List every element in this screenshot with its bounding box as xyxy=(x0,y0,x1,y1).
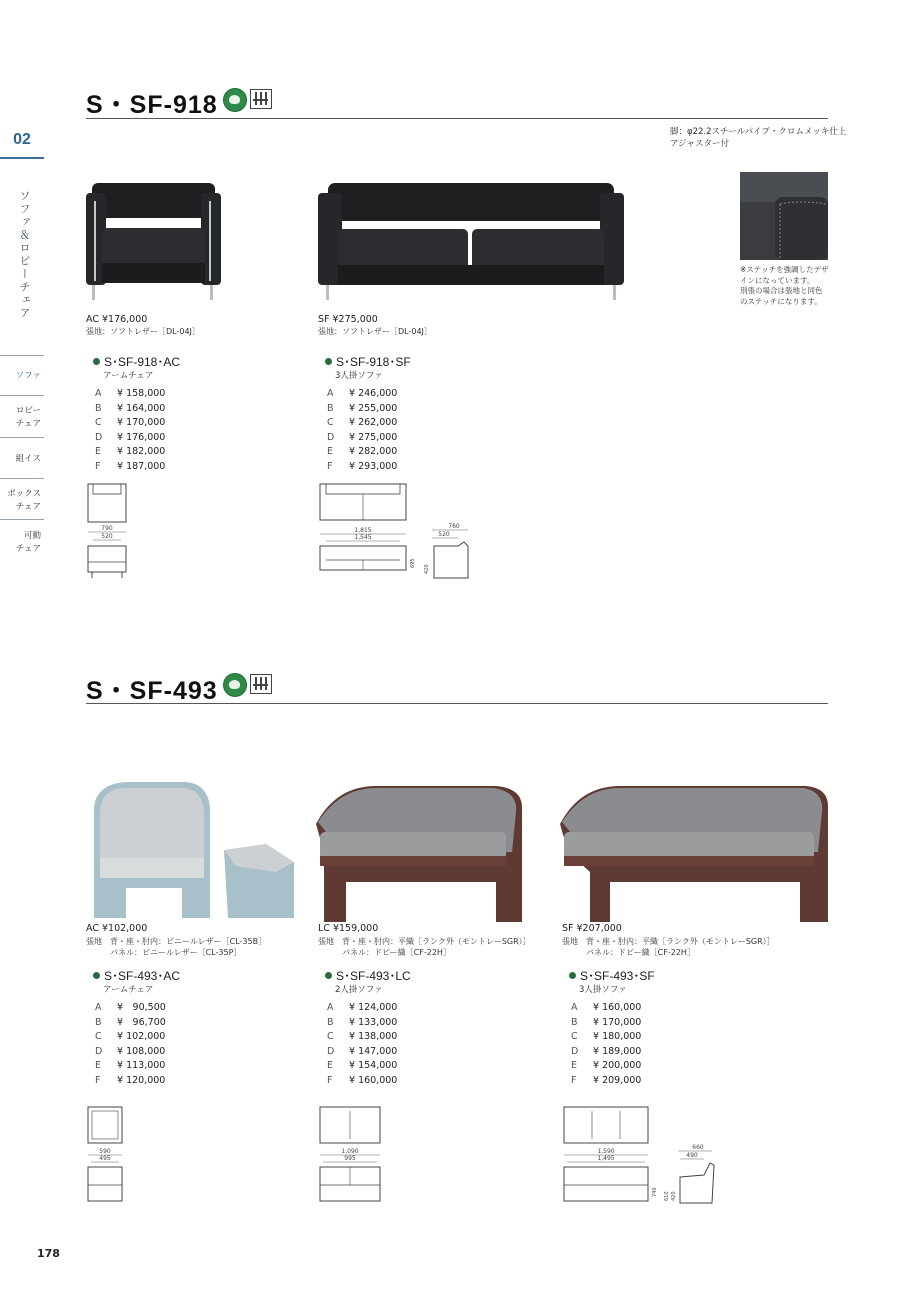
chapter-number: 02 xyxy=(0,125,44,159)
grade-row: A ¥ 246,000 xyxy=(327,388,398,399)
sidebar-item-lobby-chair[interactable]: ロビー チェア xyxy=(15,406,41,429)
stitch-detail-photo xyxy=(740,172,828,260)
loveseat-dimension-drawing xyxy=(318,1105,388,1210)
model-code: S･SF-918･AC xyxy=(93,353,180,370)
grade-row: E ¥ 182,000 xyxy=(95,446,166,457)
model-code: S･SF-493･SF xyxy=(569,967,655,984)
grade-row: A ¥ 124,000 xyxy=(327,1002,398,1013)
green-purchase-icon xyxy=(250,674,272,694)
grade-row: D ¥ 147,000 xyxy=(327,1045,398,1057)
grade-row: B ¥ 164,000 xyxy=(95,402,166,414)
svg-text:420: 420 xyxy=(424,564,430,574)
grade-row: E ¥ 113,000 xyxy=(95,1060,166,1071)
grade-row: C ¥ 138,000 xyxy=(327,1031,398,1042)
sofa-photo xyxy=(318,183,624,303)
model-description: 2人掛ソファ xyxy=(335,985,383,995)
price-line: LC ¥159,000 xyxy=(318,923,379,934)
model-code: S･SF-493･AC xyxy=(93,967,180,984)
grade-row: B ¥ 255,000 xyxy=(327,402,398,414)
grade-row: F ¥ 120,000 xyxy=(95,1074,166,1086)
svg-text:1,495: 1,495 xyxy=(597,1155,615,1162)
armchair-dimension-drawing xyxy=(86,482,131,582)
grade-row: E ¥ 154,000 xyxy=(327,1060,398,1071)
grade-row: A ¥ 90,500 xyxy=(95,1002,166,1013)
fabric-spec: 張地 背・座・肘内：平織［ランク外（モントレーSGR）］ パネル：ドビー織［CF-22H］ xyxy=(318,937,531,957)
svg-text:495: 495 xyxy=(99,1155,111,1162)
grade-row: D ¥ 176,000 xyxy=(95,431,166,443)
stitch-note: ※ステッチを強調したデザ インになっています。 別張の場合は張地と同色 のステッチになります。 xyxy=(740,265,829,306)
armchair-photo xyxy=(86,778,298,924)
price-line: SF ¥207,000 xyxy=(562,923,622,934)
sofa-dimension-drawing xyxy=(562,1105,722,1210)
model-description: アームチェア xyxy=(103,985,154,995)
grade-row: F ¥ 160,000 xyxy=(327,1074,398,1086)
fabric-spec: 張地：ソフトレザー［DL-04J］ xyxy=(86,327,200,336)
svg-text:520: 520 xyxy=(101,533,113,540)
grade-row: C ¥ 180,000 xyxy=(571,1031,642,1042)
svg-text:1,815: 1,815 xyxy=(354,527,372,534)
price-line: SF ¥275,000 xyxy=(318,314,378,325)
sofa-photo xyxy=(560,782,830,924)
svg-text:1,090: 1,090 xyxy=(341,1148,359,1155)
grade-row: F ¥ 209,000 xyxy=(571,1074,642,1086)
sofa-dimension-drawing xyxy=(318,482,478,582)
sidebar-item-sofa[interactable]: ソファ xyxy=(15,371,41,381)
grade-price-table xyxy=(95,1001,166,1088)
grade-row: E ¥ 282,000 xyxy=(327,446,398,457)
leg-spec-note: 脚：φ22.2スチールパイプ・クロムメッキ仕上 アジャスター付 xyxy=(670,127,847,149)
grade-row: F ¥ 293,000 xyxy=(327,460,398,472)
fabric-spec: 張地 背・座・肘内：ビニールレザー［CL-35B］ パネル：ビニールレザー［CL-35P］ xyxy=(86,937,267,957)
svg-text:995: 995 xyxy=(344,1155,356,1162)
grade-row: D ¥ 108,000 xyxy=(95,1045,166,1057)
green-purchase-icon xyxy=(250,89,272,109)
svg-text:790: 790 xyxy=(101,525,113,532)
eco-mark-icon xyxy=(223,88,247,112)
svg-text:695: 695 xyxy=(410,558,416,568)
grade-row: C ¥ 170,000 xyxy=(95,417,166,428)
armchair-dimension-drawing xyxy=(86,1105,131,1210)
chapter-category: ソファ＆ロビーチェア xyxy=(18,190,31,320)
series-title: S・SF-493 xyxy=(86,677,218,705)
sidebar-item-box-chair[interactable]: ボックス チェア xyxy=(7,489,41,512)
model-description: アームチェア xyxy=(103,371,154,381)
grade-row: A ¥ 158,000 xyxy=(95,388,166,399)
grade-row: B ¥ 170,000 xyxy=(571,1016,642,1028)
svg-text:740: 740 xyxy=(652,1187,658,1197)
loveseat-photo xyxy=(316,782,524,924)
grade-row: F ¥ 187,000 xyxy=(95,460,166,472)
model-code: S･SF-493･LC xyxy=(325,967,411,984)
svg-text:520: 520 xyxy=(438,531,450,538)
grade-price-table xyxy=(327,1001,397,1088)
fabric-spec: 張地：ソフトレザー［DL-04J］ xyxy=(318,327,432,336)
svg-text:590: 590 xyxy=(99,1148,111,1155)
grade-row: A ¥ 160,000 xyxy=(571,1002,642,1013)
grade-price-table xyxy=(95,387,165,474)
series-title: S・SF-918 xyxy=(86,91,218,119)
price-line: AC ¥102,000 xyxy=(86,923,148,934)
price-line: AC ¥176,000 xyxy=(86,314,148,325)
sidebar-item-stacking-chair[interactable]: 組イス xyxy=(15,454,41,464)
svg-text:1,545: 1,545 xyxy=(354,534,372,541)
svg-text:660: 660 xyxy=(692,1144,704,1151)
armchair-photo xyxy=(86,183,221,303)
grade-price-table xyxy=(327,387,397,474)
svg-text:610: 610 xyxy=(664,1191,670,1201)
grade-price-table xyxy=(571,1001,641,1088)
model-description: 3人掛ソファ xyxy=(579,985,627,995)
grade-row: C ¥ 102,000 xyxy=(95,1031,166,1042)
eco-mark-icon xyxy=(223,673,247,697)
fabric-spec: 張地 背・座・肘内：平織［ランク外（モントレーSGR）］ パネル：ドビー織［CF-22H］ xyxy=(562,937,775,957)
model-description: 3人掛ソファ xyxy=(335,371,383,381)
grade-row: B ¥ 133,000 xyxy=(327,1016,398,1028)
page-number: 178 xyxy=(37,1247,60,1260)
grade-row: D ¥ 189,000 xyxy=(571,1045,642,1057)
grade-row: E ¥ 200,000 xyxy=(571,1060,642,1071)
svg-text:760: 760 xyxy=(448,523,460,530)
svg-text:490: 490 xyxy=(686,1152,698,1159)
grade-row: C ¥ 262,000 xyxy=(327,417,398,428)
sidebar-item-movable-chair[interactable]: 可動 チェア xyxy=(15,531,41,554)
model-code: S･SF-918･SF xyxy=(325,353,411,370)
svg-text:420: 420 xyxy=(671,1191,677,1201)
grade-row: B ¥ 96,700 xyxy=(95,1016,166,1028)
svg-text:1,590: 1,590 xyxy=(597,1148,615,1155)
grade-row: D ¥ 275,000 xyxy=(327,431,398,443)
